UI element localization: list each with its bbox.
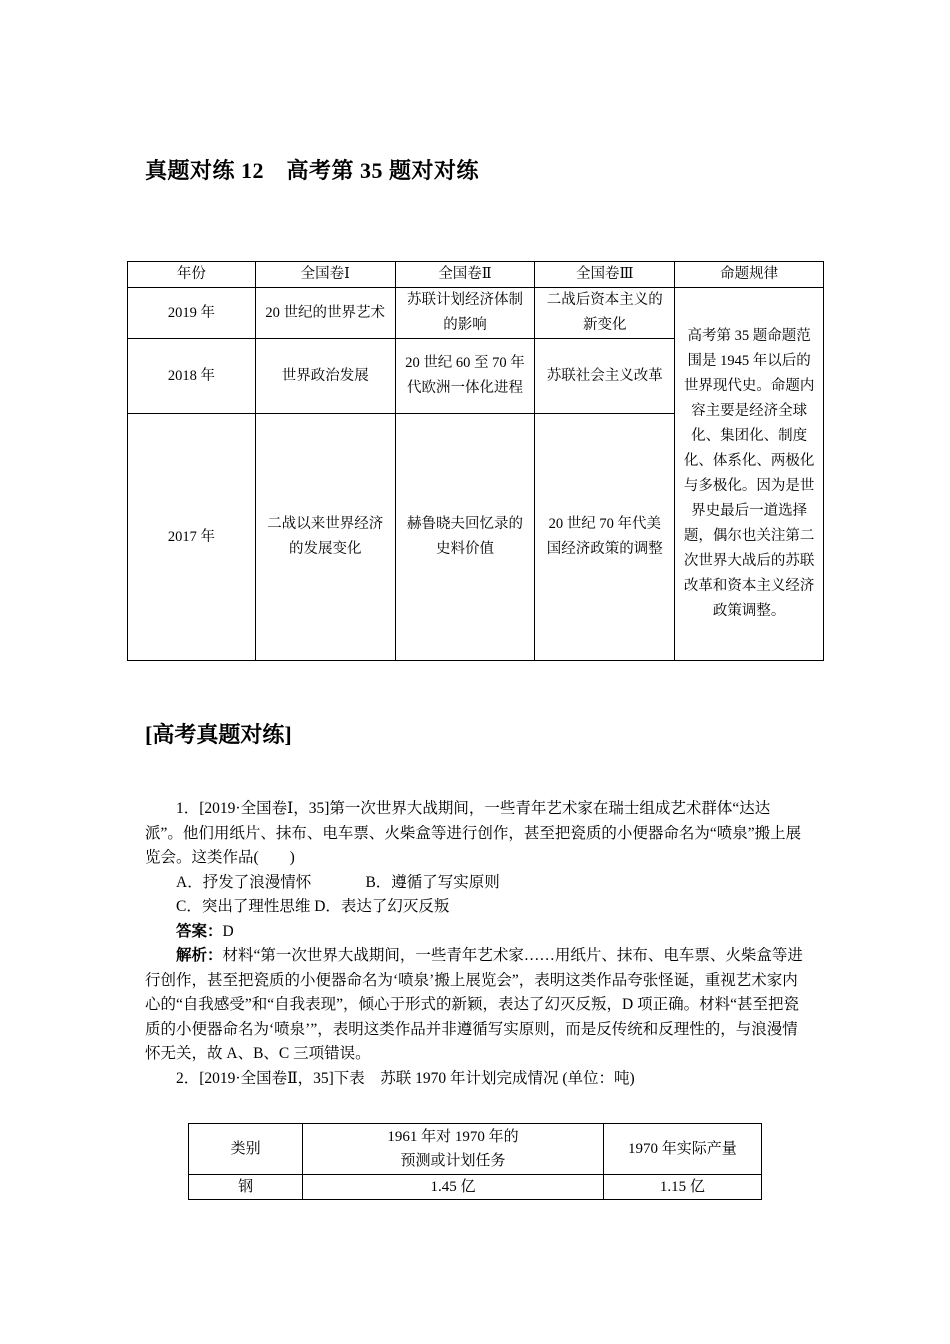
cell-year: 2018 年 (128, 339, 256, 414)
header-year: 年份 (128, 262, 256, 288)
page-title: 真题对练 12 高考第 35 题对对练 (145, 158, 480, 183)
header-plan (303, 1124, 604, 1175)
answer-line (145, 920, 807, 945)
cell-paper-2: 苏联计划经济体制的影响 (395, 288, 535, 339)
cell-year: 2017 年 (128, 414, 256, 661)
analysis-text: 材料“第一次世界大战期间，一些青年艺术家……用纸片、抹布、电车票、火柴盒等进行创作，甚至把瓷质的小便器命名为‘喷泉’搬上展览会”，表明这类作品夸张怪诞，重视艺术家内心的“自我感受”和“自我表现”，倾心于形式的新颖，表达了幻灭反叛，D 项正确。材料“甚至把瓷质的小便器命名为‘喷泉’”，表明这类作品并非遵循写实原则，而是反传统和反理性的，与浪漫情怀无关，故 A、B、C 三项错误。 (145, 947, 803, 1062)
header-plan-line-1: 1961 年对 1970 年的 (387, 1129, 519, 1145)
header-category: 类别 (189, 1124, 303, 1175)
table-row (128, 288, 824, 339)
options-row-1 (145, 871, 807, 896)
cell-paper-2: 20 世纪 60 至 70 年代欧洲一体化进程 (395, 339, 535, 414)
table-row (189, 1175, 762, 1200)
cell-plan: 1.45 亿 (303, 1175, 604, 1200)
analysis (145, 944, 807, 1067)
header-plan-line-2: 预测或计划任务 (400, 1153, 506, 1169)
question-stem: 1．[2019·全国卷Ⅰ，35]第一次世界大战期间，一些青年艺术家在瑞士组成艺术群体“达达派”。他们用纸片、抹布、电车票、火柴盒等进行创作，甚至把瓷质的小便器命名为“喷泉”搬上展览会。这类作品( ) (145, 800, 802, 866)
soviet-plan-table (188, 1123, 762, 1200)
question-1 (145, 797, 807, 1091)
table-header-row (128, 262, 824, 288)
option-c: C．突出了理性思维 (176, 898, 311, 915)
question-2-stem: 2．[2019·全国卷Ⅱ，35]下表 苏联 1970 年计划完成情况 (单位：吨) (176, 1069, 635, 1087)
cell-paper-3: 二战后资本主义的新变化 (535, 288, 675, 339)
cell-actual: 1.15 亿 (603, 1175, 761, 1200)
cell-rule: 高考第 35 题命题范围是 1945 年以后的世界现代史。命题内容主要是经济全球化、集团化、制度化、体系化、两极化与多极化。因为是世界史最后一道选择题，偶尔也关注第二次世界大战后的苏联改革和资本主义经济政策调整。 (675, 288, 824, 661)
header-actual: 1970 年实际产量 (603, 1124, 761, 1175)
option-b: B．遵循了写实原则 (365, 873, 500, 891)
section-title: [高考真题对练] (145, 722, 292, 747)
table-header-row (189, 1124, 762, 1175)
option-a: A．抒发了浪漫情怀 (176, 873, 312, 891)
options-row-2 (145, 895, 807, 920)
cell-category: 钢 (189, 1175, 303, 1200)
option-d: D．表达了幻灭反叛 (314, 898, 450, 915)
header-paper-1: 全国卷Ⅰ (255, 262, 395, 288)
cell-paper-1: 世界政治发展 (255, 339, 395, 414)
answer-value: D (222, 922, 234, 940)
cell-paper-3: 苏联社会主义改革 (535, 339, 675, 414)
analysis-label: 解析： (176, 947, 223, 964)
cell-year: 2019 年 (128, 288, 256, 339)
exam-topics-table (127, 261, 824, 661)
header-paper-2: 全国卷Ⅱ (395, 262, 535, 288)
cell-paper-1: 20 世纪的世界艺术 (255, 288, 395, 339)
cell-paper-2: 赫鲁晓夫回忆录的史料价值 (395, 414, 535, 661)
cell-paper-1: 二战以来世界经济的发展变化 (255, 414, 395, 661)
header-paper-3: 全国卷Ⅲ (535, 262, 675, 288)
header-rule: 命题规律 (675, 262, 824, 288)
answer-label: 答案： (176, 922, 223, 940)
cell-paper-3: 20 世纪 70 年代美国经济政策的调整 (535, 414, 675, 661)
